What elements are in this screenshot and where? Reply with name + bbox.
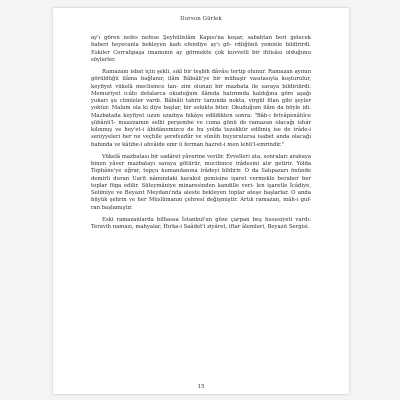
text-line: filan gibi şeyler yoktur. Malum ola ki diye başlar, bir solukta: [91, 98, 311, 112]
text-line: sünûh buyurulursa isabet anda olacağı babında ve kâtıbe-i: [91, 134, 312, 148]
text-line: Ramazan ayının görüldüğü ilâma bağlanır, ilâm Bâbıâli'ye bir: [91, 69, 311, 83]
text-line: Ramazanı isbat için şekli, sıkî bir teşbih dâvâsı tertip olunur.: [102, 69, 267, 75]
text-line: beri gelecek haberi heyecanla bekleyen kadı efendiye ay'ı gö-: [91, 35, 311, 49]
text-line: bekleyen toplar ateşe başlarlar. O anda büyük şehrin ve her: [91, 190, 311, 204]
text-line: mübaşir vasıtasıyla koşturulur, keyfiyet vükelâ meclisince tan-: [91, 76, 312, 90]
paragraph: [91, 35, 311, 64]
text-line: Vükelâ mazbatası bir sadâret yâverine verilir. Evvelleri: [102, 153, 250, 160]
text-line: uzadıya hikâye edildikten sonra: "Bâb-ı fetvâpenâhîce şübânü'l-: [91, 112, 312, 126]
text-line: defalarca okuduğum ilâmda hatırımda kaldığına göre aşağı: [140, 90, 312, 97]
text-line: len işaretle İcâdiye, Selimiye ve Beyazıt Meydanı'nda aleste: [91, 182, 311, 196]
text-line: muazzamın selhi perşembe ve cuma günü de ramazan olacağı: [118, 119, 295, 126]
text-line: biter. Okuduğum ilâm da böyle idi. Mazbatada keyfiyet uzun: [91, 105, 311, 119]
text-line: zim olunan bir mazbata ile saraya bildirilirdi. Memuriyet icâbı: [91, 83, 312, 97]
text-line: duran Uarit nâmındaki karakol gemisine işaret vermekle beraber: [113, 175, 299, 182]
text-line: görmekte çok kuvvetli bir ihtisâsı olduğunu söylerler.: [91, 49, 312, 63]
text-line: ber toplar föga edilir. Süleymâniye minaresinden kandille veri-: [91, 175, 312, 189]
text-line: ahvâlde emr ü ferman hazret-i men lehü'l-emrindir.": [143, 141, 285, 148]
text-line: ziyâret, iftar âlemleri, Beyazıt Sergisi.: [207, 224, 310, 230]
page-number: 15: [197, 384, 205, 390]
text-line: mucibince irâdesini alır getirir. Yolda Tophâne'ye uğrar, topçu: [91, 161, 312, 175]
text-line: ata, sonraları arabaya binen yâver mazbatayı saraya götürür,: [91, 153, 311, 167]
paragraph: [91, 154, 311, 212]
text-line: Müslümanın çehresi değişmiştir. Artık ramazan, mâh-ı guf-: [148, 197, 311, 204]
text-line: ay'ı gören nefes nefese Şeyhülislâm Kapısı'na koşar, sabahtan: [91, 35, 272, 41]
paragraph: [91, 69, 311, 149]
text-line: ishâr kılınmış ve hey'et-i âbidânemizce de bu yolda tezekkür: [91, 119, 312, 133]
text-line: hususiyeti vardı: Teravih namazı, mahyalar, Hırka-i Saâdet'i: [91, 216, 311, 230]
text-line: yukarı şu cümleler vardı. Bâbıâli tahrir tarzında nokta, virgül: [91, 98, 265, 104]
text-line: ran başlamıştır.: [91, 204, 133, 211]
text-line: kumandanına irâdeyi bildirir. O da Salıpazarı önünde demirli: [91, 168, 311, 182]
text-line: rdüğünü yeminle bildirirdi. Eskiler Cerrahpaşa imamının ay: [91, 42, 311, 56]
text-line: Eski ramazanlarda bilhassa İstanbul'un göze çarpan beş: [102, 216, 262, 223]
book-page: [53, 8, 349, 394]
body-text: [91, 35, 311, 231]
running-header-author: Dursun Gürlek: [180, 16, 222, 22]
paragraph: [91, 217, 311, 232]
text-line: edilmiş ise de irâde-i seniyyeleri her ne veçhile şerefsudûr ve: [91, 127, 312, 141]
